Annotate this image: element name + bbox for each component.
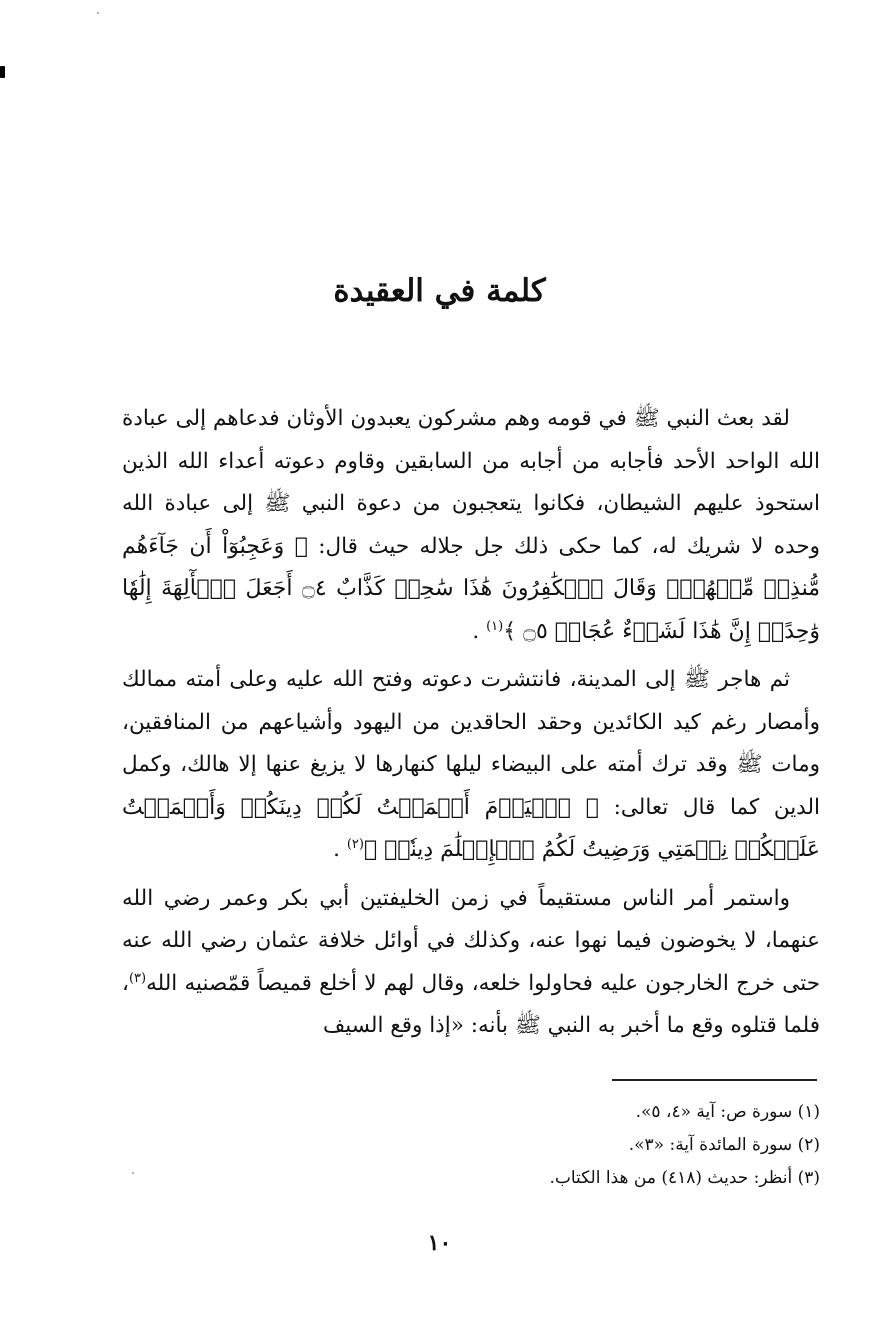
footnotes [320,1096,820,1195]
scan-speck [97,12,99,14]
footnote: (٣) أنظر: حديث (٤١٨) من هذا الكتاب. [549,1168,820,1188]
scan-edge-mark [0,66,5,78]
quran-verse: ﴿ وَعَجِبُوٓاْ أَن جَآءَهُم مُّنذِرٞ مِّنۡهُمۡۖ وَقَالَ ٱلۡكَٰفِرُونَ هَٰذَا سَٰحِرٞ كَذَّابٌ ۝٤ أَجَعَلَ ٱلۡأٓلِهَةَ إِلَٰهٗا وَٰحِدًاۖ إِنَّ هَٰذَا لَشَيۡءٌ عُجَابٞ ۝٥ ﴾ [122,533,821,644]
footnote-divider [612,1079,817,1081]
body-text-run: لقد بعث النبي ﷺ في قومه وهم مشركون يعبدون الأوثان فدعاهم إلى عبادة الله الواحد الأحد فأجابه من أجابه من السابقين وقاوم دعوته أعداء الله الذين استحوذ عليهم الشيطان، فكانوا يتعجبون من دعوة النبي ﷺ إلى عبادة الله وحده لا شريك له، كما حكى ذلك جل جلاله حيث قال: [122,406,820,559]
quran-verse: ﴿ ٱلۡيَوۡمَ أَكۡمَلۡتُ لَكُمۡ دِينَكُمۡ وَأَتۡمَمۡتُ عَلَيۡكُمۡ نِعۡمَتِي وَرَضِيتُ لَكُمُ ٱلۡإِسۡلَٰمَ دِينٗاۚ ﴾ [122,794,820,862]
body-text-run: ، فلما قتلوه وقع ما أخبر به النبي ﷺ بأنه: «إذا وقع السيف [122,970,820,1038]
footnote-ref: (٢) [346,836,364,852]
page-number: ١٠ [427,1230,452,1256]
footnote-ref: (٣) [128,970,147,986]
footnote-ref: (١) [486,618,504,634]
body-text-run: . [333,837,347,862]
scan-speck [132,1172,134,1174]
body-text [122,398,820,1054]
footnote: (١) سورة ص: آية «٤، ٥». [635,1102,820,1122]
body-text-run: واستمر أمر الناس مستقيماً في زمن الخليفتين أبي بكر وعمر رضي الله عنهما، لا يخوضون فيما نهوا عنه، وكذلك في أوائل خلافة عثمان رضي الله عنه حتى خرج الخارجون عليه فحاولوا خلعه، وقال لهم لا أخلع قميصاً قمّصنيه الله [122,885,820,996]
paragraph [122,659,820,872]
page-title: كلمة في العقيدة [333,272,546,309]
paragraph [122,878,820,1048]
footnote: (٢) سورة المائدة آية: «٣». [628,1135,820,1155]
paragraph [122,398,820,653]
body-text-run: . [472,618,487,644]
body-text-run: ثم هاجر ﷺ إلى المدينة، فانتشرت دعوته وفتح الله عليه وعلى أمته ممالك وأمصار رغم كيد الكائدين وحقد الحاقدين من اليهود وأشياعهم من المنافقين، ومات ﷺ وقد ترك أمته على البيضاء ليلها كنهارها لا يزيغ عنها إلا هالك، وكمل الدين كما قال تعالى: [122,667,820,820]
